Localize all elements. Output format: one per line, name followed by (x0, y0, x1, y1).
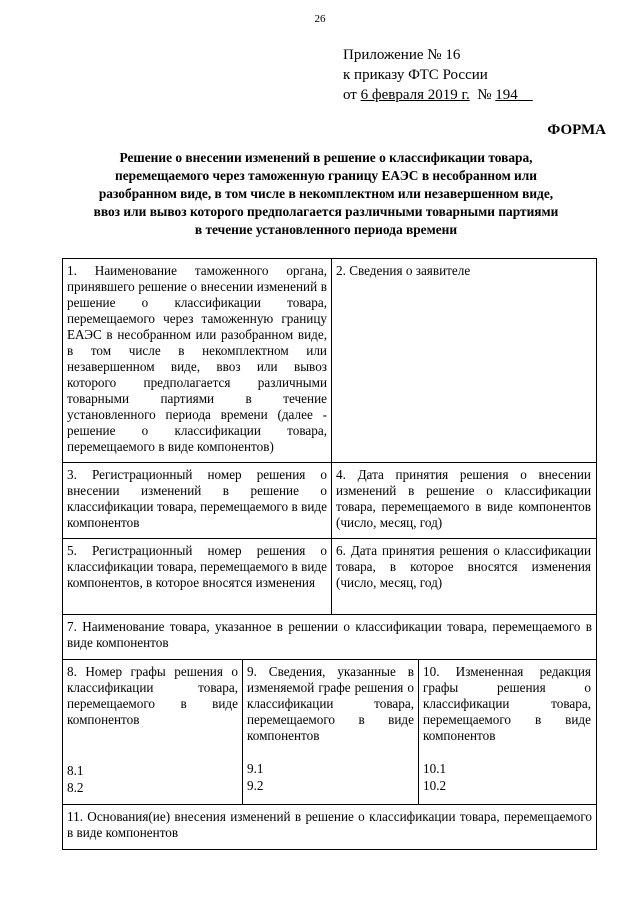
table-row (63, 462, 596, 538)
field-8-1: 8.1 (67, 763, 84, 778)
field-8-label: 8. Номер графы решения о классификации товара, перемещаемого в виде компонентов (67, 664, 238, 727)
field-10-new-content (418, 660, 595, 804)
table-row (63, 804, 596, 849)
field-1-customs-authority: 1. Наименование таможенного органа, принявшего решение о внесении изменений в решение о классификации товара, перемещаемого через таможенную границу ЕАЭС в несобранном или разобранном виде, в том числе в некомплектном или незавершенном виде, ввоз или вывоз которого предполагается различными товарными партиями в течение установленного периода времени (далее - решение о классификации товара, перемещаемого в виде компонентов) (67, 263, 327, 454)
field-2-applicant: 2. Сведения о заявителе (331, 259, 595, 462)
field-10-label: 10. Измененная редакция графы решения о классификации товара, перемещаемого в виде компонентов (423, 664, 591, 743)
field-10-1: 10.1 (423, 761, 447, 776)
appendix-number: 194 (495, 87, 518, 103)
table-row (63, 659, 596, 804)
appendix-date-prefix: от (343, 87, 361, 103)
field-7-goods-name: 7. Наименование товара, указанное в решении о классификации товара, перемещаемого в виде компонентов (67, 619, 592, 650)
form-label: ФОРМА (547, 122, 606, 138)
field-9-2: 9.2 (247, 778, 264, 793)
appendix-block (343, 45, 533, 105)
field-5-original-registration-number: 5. Регистрационный номер решения о классификации товара, перемещаемого в виде компонентов, в которое вносятся изменения (67, 543, 327, 590)
table-row (63, 538, 596, 614)
appendix-date: 6 февраля 2019 г. (360, 87, 470, 103)
field-4-decision-date: 4. Дата принятия решения о внесении изменений в решение о классификации товара, перемещаемого в виде компонентов (число, месяц, год) (331, 463, 595, 538)
field-11-grounds: 11. Основания(ие) внесения изменений в решение о классификации товара, перемещаемого в виде компонентов (67, 809, 592, 840)
field-9-subitems (247, 760, 414, 794)
page-number: 26 (314, 13, 326, 25)
field-8-column-number (63, 660, 242, 804)
field-3-registration-number: 3. Регистрационный номер решения о внесении изменений в решение о классификации товара, перемещаемого в виде компонентов (67, 467, 327, 530)
table-row (63, 259, 596, 462)
decision-form-table (62, 258, 597, 850)
field-10-2: 10.2 (423, 778, 447, 793)
field-8-2: 8.2 (67, 780, 84, 795)
document-title: Решение о внесении изменений в решение о классификации товара, перемещаемого через таможенную границу ЕАЭС в несобранном или разобранном виде, в том числе в некомплектном или незавершенном виде, ввоз или вывоз которого предполагается различными товарными партиями в течение установленного периода времени (93, 150, 559, 237)
field-9-current-content (242, 660, 418, 804)
field-9-label: 9. Сведения, указанные в изменяемой графе решения о классификации товара, перемещаемого в виде компонентов (247, 664, 414, 743)
appendix-line-2: к приказу ФТС России (343, 67, 488, 83)
appendix-number-prefix: № (469, 87, 496, 103)
table-row (63, 614, 596, 659)
appendix-line-3 (343, 85, 533, 105)
field-10-subitems (423, 760, 591, 794)
field-6-original-decision-date: 6. Дата принятия решения о классификации товара, в которое вносятся изменения (число, месяц, год) (331, 539, 595, 614)
field-9-1: 9.1 (247, 761, 264, 776)
appendix-line-1: Приложение № 16 (343, 47, 461, 63)
field-8-subitems (67, 762, 238, 796)
